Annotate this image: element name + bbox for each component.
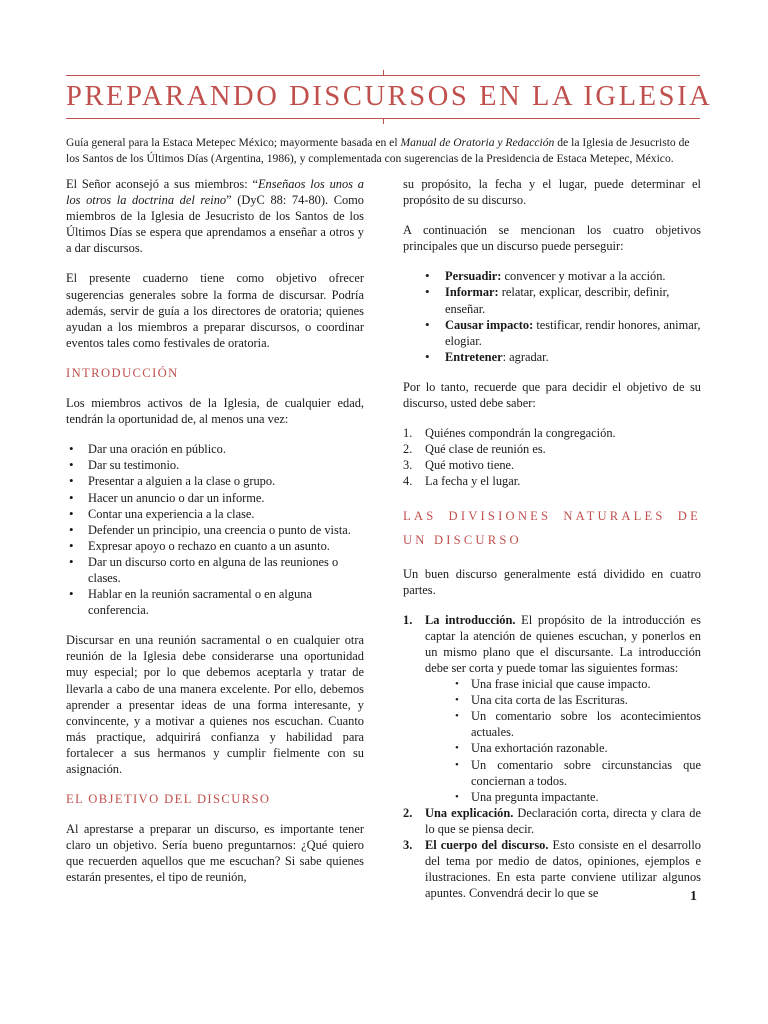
item-number: 2. [403,805,413,820]
part-text: Esto consiste en el desarrollo del tema por medio de datos, opiniones, ejemplos e ilustraciones. En esta parte conviene utilizar algunos apuntes. Convendrá decir lo que se [425,838,701,901]
item-text: Qué motivo tiene. [425,458,515,473]
subtitle-line-2: los Santos de los Últimos Días (Argentina, 1986), y complementada con sugerencias de la Presidencia de Estaca Metepec, México. [66,152,674,165]
objective-item [403,317,701,349]
list-item: • Defender un principio, una creencia o punto de vista. [66,522,364,538]
subtitle-line-1: Guía general para la Estaca Metepec México; mayormente basada en el Manual de Oratoria y Redacción de la Iglesia de Jesucristo de [66,136,690,149]
objective-term: Informar: [445,285,499,300]
item-number: 3. [403,458,413,473]
item-number: 3. [403,838,413,852]
intro-form-item: • Una pregunta impactante. [425,789,701,805]
list-item: • Expresar apoyo o rechazo en cuanto a un asunto. [66,538,364,554]
heading-objetivo: EL OBJETIVO DEL DISCURSO [66,792,271,807]
scripture-quote: Enseñaos los unos a los otros la doctrina del reino [66,177,364,208]
know-item [403,425,701,441]
objective-item [403,349,701,365]
item-text: Qué clase de reunión es. [425,442,546,457]
list-item: • Dar una oración en público. [66,441,364,457]
objective-term: Persuadir: [445,269,502,284]
objective-text: : agradar. [502,349,549,364]
intro-form-item: • Una frase inicial que cause impacto. [425,676,701,692]
objective-item [403,284,701,316]
page-title: PREPARANDO DISCURSOS EN LA IGLESIA [66,81,713,112]
item-number: 4. [403,474,413,489]
item-number: 2. [403,442,413,457]
list-item: • Hacer un anuncio o dar un informe. [66,490,364,506]
part-text: El propósito de la introducción es captar la atención de quienes escuchan, y ponerlos en un mismo plano que el discursante. La introducción debe ser corta y puede tomar las siguientes formas: [425,612,701,675]
list-item: • Contar una experiencia a la clase. [66,506,364,522]
part-term: Una explicación. [425,805,514,820]
intro-forms-list [425,676,701,805]
part-term: La introducción. [425,612,516,627]
purpose-paragraph: El presente cuaderno tiene como objetivo ofrecer sugerencias generales sobre la forma de discursar. Podría además, servir de guía a los directores de oratoria; quienes ayudan a los miembros a preparar discursos, o coordinar eventos tales como festivales de oratoria. [66,271,364,350]
part-text: Declaración corta, directa y clara de lo que se piensa decir. [425,805,701,836]
item-number: 1. [403,612,413,627]
know-item [403,473,701,489]
list-item: • Presentar a alguien a la clase o grupo. [66,473,364,489]
list-item: • Dar su testimonio. [66,457,364,473]
opportunity-paragraph: Los miembros activos de la Iglesia, de cualquier edad, tendrán la oportunidad de, al menos una vez: [66,396,364,427]
intro-form-item: • Una exhortación razonable. [425,740,701,756]
item-number: 1. [403,426,413,441]
know-item [403,441,701,457]
intro-form-item: • Una cita corta de las Escrituras. [425,692,701,708]
part-item [403,837,701,901]
part-item [403,805,701,837]
list-item: • Hablar en la reunión sacramental o en alguna conferencia. [66,586,364,618]
intro-form-item: • Un comentario sobre los acontecimientos actuales. [425,708,701,740]
intro-paragraph: El Señor aconsejó a sus miembros: “Enseñaos los unos a los otros la doctrina del reino” (DyC 88: 74-80). Como miembros de la Iglesia de Jesucristo de los Santos de los Últimos Días se espera que aprendamos a enseñar a otros y a dar discursos. [66,177,364,256]
objective-text: relatar, explicar, describir, definir, enseñar. [445,285,670,316]
objective-paragraph: Al aprestarse a preparar un discurso, es importante tener claro un objetivo. Sería bueno preguntarnos: ¿Qué quiero que recuerden aquellos que me escuchan? Si sabe quienes estarán presentes, el tipo de reunión, [66,822,364,885]
item-text: Quiénes compondrán la congregación. [425,426,616,441]
objective-term: Causar impacto: [445,317,534,332]
sacramental-paragraph: Discursar en una reunión sacramental o en cualquier otra reunión de la Iglesia debe considerarse una oportunidad muy especial; por lo que debemos aceptarla y tratar de llevarla a cabo de una manera excelente. Por ello, debemos aprender a presentar ideas de una forma interesante, y convincente, y a motivar a quienes nos escuchan. Cuanto más practique, adquirirá confianza y habilidad para fortalecer a sus hermanos y cumplir fielmente con su asignación. [66,633,364,776]
heading-introduccion: INTRODUCCIÓN [66,365,179,380]
know-item [403,457,701,473]
right-column [403,176,701,901]
know-paragraph: Por lo tanto, recuerde que para decidir el objetivo de su discurso, usted debe saber: [403,379,701,411]
objective-item [403,268,701,284]
list-item: • Dar un discurso corto en alguna de las reuniones o clases. [66,554,364,586]
objectives-list [403,268,701,365]
subtitle [66,135,700,167]
parts-list [403,612,701,902]
objective-text: testificar, rendir honores, animar, elogiar. [445,317,701,348]
parts-intro-paragraph: Un buen discurso generalmente está dividido en cuatro partes. [403,566,701,597]
know-list [403,425,701,489]
part-term: El cuerpo del discurso. [425,838,549,852]
part-item [403,612,701,805]
heading-divisiones: LAS DIVISIONES NATURALES DE UN DISCURSO [403,508,701,547]
manual-title: Manual de Oratoria y Redacción [400,136,555,149]
intro-form-item: • Un comentario sobre circunstancias que conciernan a todos. [425,757,701,789]
continuation-paragraph: su propósito, la fecha y el lugar, puede determinar el propósito de su discurso. [403,177,701,208]
bottom-rule-tick [383,118,384,124]
item-text: La fecha y el lugar. [425,474,521,489]
objective-term: Entretener [445,349,503,364]
page-number: 1 [690,889,697,904]
opportunity-list [66,441,364,618]
objective-text: convencer y motivar a la acción. [501,269,666,284]
left-column [66,176,364,886]
objectives-intro-paragraph: A continuación se mencionan los cuatro objetivos principales que un discurso puede perseguir: [403,223,701,254]
